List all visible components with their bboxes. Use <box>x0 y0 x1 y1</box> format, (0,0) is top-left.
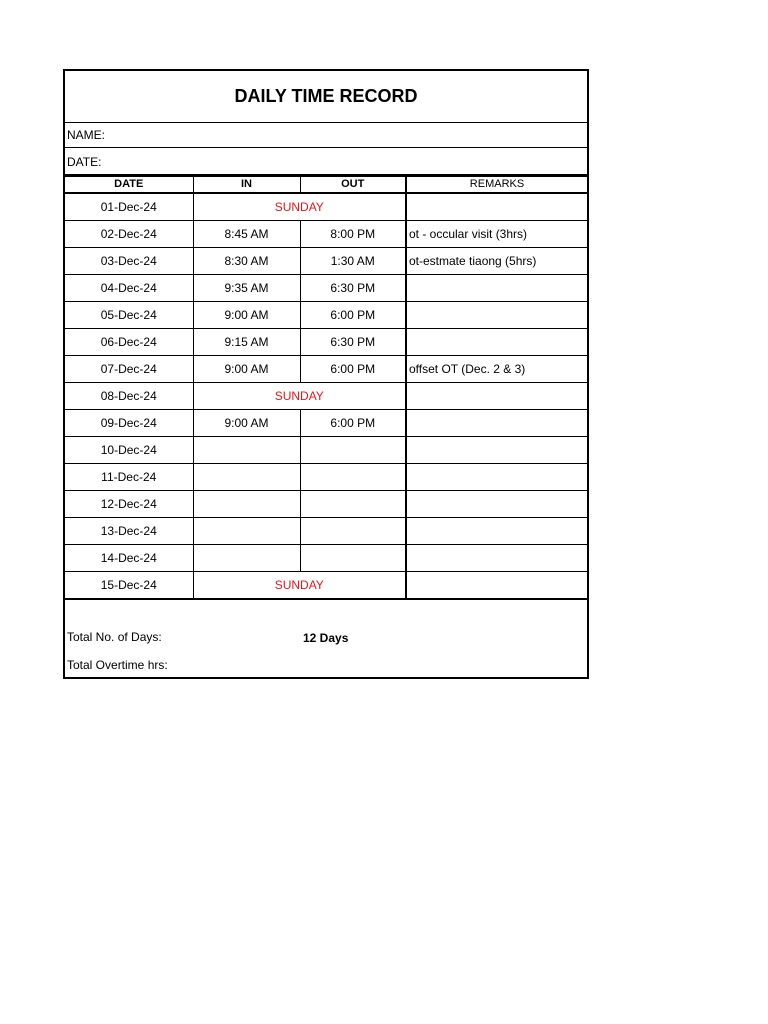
time-in-cell <box>193 545 300 572</box>
column-header-remarks: REMARKS <box>406 176 587 193</box>
remarks-cell <box>406 383 587 410</box>
time-out-cell: 1:30 AM <box>300 248 406 275</box>
remarks-cell <box>406 275 587 302</box>
time-in-cell: 8:30 AM <box>193 248 300 275</box>
date-cell: 09-Dec-24 <box>65 410 193 437</box>
date-cell: 10-Dec-24 <box>65 437 193 464</box>
remarks-cell: offset OT (Dec. 2 & 3) <box>406 356 587 383</box>
sunday-cell: SUNDAY <box>193 383 406 410</box>
time-in-cell <box>193 518 300 545</box>
table-row <box>65 302 587 329</box>
table-row <box>65 275 587 302</box>
time-record-sheet <box>63 69 589 679</box>
table-row <box>65 464 587 491</box>
date-cell: 07-Dec-24 <box>65 356 193 383</box>
date-cell: 04-Dec-24 <box>65 275 193 302</box>
table-row <box>65 545 587 572</box>
table-row <box>65 572 587 600</box>
time-record-table <box>65 175 587 600</box>
remarks-cell <box>406 302 587 329</box>
remarks-cell: ot - occular visit (3hrs) <box>406 221 587 248</box>
date-cell: 03-Dec-24 <box>65 248 193 275</box>
date-cell: 05-Dec-24 <box>65 302 193 329</box>
table-row <box>65 193 587 221</box>
time-in-cell: 9:35 AM <box>193 275 300 302</box>
table-row <box>65 437 587 464</box>
total-days-label: Total No. of Days: <box>67 630 162 644</box>
table-body <box>65 193 587 599</box>
time-in-cell: 9:15 AM <box>193 329 300 356</box>
remarks-cell <box>406 572 587 600</box>
remarks-cell <box>406 193 587 221</box>
date-cell: 06-Dec-24 <box>65 329 193 356</box>
time-in-cell: 9:00 AM <box>193 410 300 437</box>
time-out-cell <box>300 491 406 518</box>
table-row <box>65 329 587 356</box>
name-label: NAME: <box>67 128 106 142</box>
date-cell: 15-Dec-24 <box>65 572 193 600</box>
date-cell: 14-Dec-24 <box>65 545 193 572</box>
time-out-cell <box>300 518 406 545</box>
time-in-cell <box>193 491 300 518</box>
time-out-cell <box>300 437 406 464</box>
table-row <box>65 410 587 437</box>
time-out-cell: 8:00 PM <box>300 221 406 248</box>
time-in-cell: 9:00 AM <box>193 302 300 329</box>
remarks-cell <box>406 329 587 356</box>
remarks-cell <box>406 410 587 437</box>
column-header-date: DATE <box>65 176 193 193</box>
totals-section <box>65 604 587 677</box>
remarks-cell <box>406 437 587 464</box>
date-cell: 13-Dec-24 <box>65 518 193 545</box>
column-header-out: OUT <box>300 176 406 193</box>
date-cell: 12-Dec-24 <box>65 491 193 518</box>
page-title: DAILY TIME RECORD <box>65 71 587 123</box>
table-row <box>65 356 587 383</box>
time-in-cell <box>193 437 300 464</box>
date-field <box>65 149 587 175</box>
table-row <box>65 491 587 518</box>
remarks-cell <box>406 464 587 491</box>
date-label: DATE: <box>67 155 102 169</box>
time-in-cell: 8:45 AM <box>193 221 300 248</box>
time-out-cell: 6:00 PM <box>300 410 406 437</box>
date-cell: 08-Dec-24 <box>65 383 193 410</box>
date-cell: 01-Dec-24 <box>65 193 193 221</box>
remarks-cell <box>406 518 587 545</box>
table-row <box>65 518 587 545</box>
time-out-cell: 6:00 PM <box>300 356 406 383</box>
time-in-cell: 9:00 AM <box>193 356 300 383</box>
table-row <box>65 383 587 410</box>
table-row <box>65 248 587 275</box>
time-out-cell: 6:30 PM <box>300 329 406 356</box>
time-out-cell: 6:00 PM <box>300 302 406 329</box>
time-out-cell <box>300 545 406 572</box>
remarks-cell: ot-estmate tiaong (5hrs) <box>406 248 587 275</box>
sunday-cell: SUNDAY <box>193 193 406 221</box>
total-overtime-label: Total Overtime hrs: <box>67 658 168 672</box>
name-field <box>65 122 587 148</box>
remarks-cell <box>406 545 587 572</box>
table-row <box>65 221 587 248</box>
remarks-cell <box>406 491 587 518</box>
column-header-in: IN <box>193 176 300 193</box>
time-out-cell <box>300 464 406 491</box>
total-days-value: 12 Days <box>303 631 349 645</box>
time-out-cell: 6:30 PM <box>300 275 406 302</box>
table-header-row <box>65 176 587 193</box>
date-cell: 02-Dec-24 <box>65 221 193 248</box>
sunday-cell: SUNDAY <box>193 572 406 600</box>
time-in-cell <box>193 464 300 491</box>
date-cell: 11-Dec-24 <box>65 464 193 491</box>
